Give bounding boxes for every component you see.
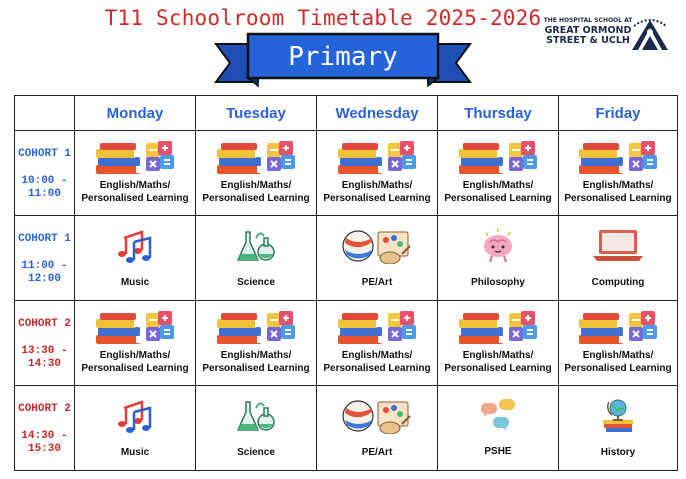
lesson-cell-thursday	[438, 301, 559, 386]
subject-label-line-2: Personalised Learning	[564, 363, 672, 374]
timetable-row	[15, 386, 678, 471]
subject-label: PE/Art	[361, 276, 393, 288]
speech-bubbles-icon	[479, 399, 517, 433]
subject-label: English/Maths/	[582, 180, 654, 191]
lesson-cell-monday	[75, 216, 196, 301]
day-header-monday: Monday	[75, 96, 196, 131]
subject-label: English/Maths/	[341, 350, 413, 361]
subject-label-line-2: Personalised Learning	[202, 193, 310, 204]
books-maths-icon	[215, 311, 297, 347]
subject-label: PSHE	[484, 445, 512, 457]
subject-label-line-2: Personalised Learning	[444, 363, 552, 374]
timetable-row	[15, 301, 678, 386]
day-header-tuesday: Tuesday	[196, 96, 317, 131]
cohort-cell	[15, 386, 75, 471]
lesson-cell-thursday	[438, 386, 559, 471]
books-maths-icon	[577, 311, 659, 347]
cohort-label: COHORT 1	[18, 232, 71, 245]
day-header-thursday: Thursday	[438, 96, 559, 131]
cohort-cell	[15, 216, 75, 301]
lesson-cell-thursday	[438, 216, 559, 301]
subject-label-line-2: Personalised Learning	[81, 193, 189, 204]
books-maths-icon	[94, 311, 176, 347]
subject-label: History	[600, 446, 636, 458]
subject-label-line-2: Personalised Learning	[444, 193, 552, 204]
ball-palette-icon	[342, 398, 412, 434]
session-time: 13:30 - 14:30	[21, 344, 68, 370]
subject-label: Music	[120, 276, 150, 288]
subject-label: English/Maths/	[341, 180, 413, 191]
school-logo	[542, 14, 672, 62]
lesson-cell-wednesday	[317, 386, 438, 471]
cohort-cell	[15, 301, 75, 386]
lesson-cell-friday	[559, 301, 678, 386]
subject-label: Music	[120, 446, 150, 458]
cohort-label: COHORT 2	[18, 402, 71, 415]
laptop-icon	[593, 228, 643, 264]
lesson-cell-tuesday	[196, 386, 317, 471]
books-maths-icon	[215, 141, 297, 177]
banner-label: Primary	[288, 42, 398, 72]
lesson-cell-tuesday	[196, 216, 317, 301]
ball-palette-icon	[342, 228, 412, 264]
science-flask-icon	[236, 398, 276, 434]
lesson-cell-friday	[559, 386, 678, 471]
logo-line-1: THE HOSPITAL SCHOOL AT	[543, 17, 633, 24]
subject-label-line-2: Personalised Learning	[323, 193, 431, 204]
lesson-cell-monday	[75, 301, 196, 386]
books-maths-icon	[457, 141, 539, 177]
subject-label: Science	[237, 276, 275, 288]
lesson-cell-tuesday	[196, 131, 317, 216]
corner-cell	[15, 96, 75, 131]
music-notes-icon	[116, 398, 154, 434]
subject-label-line-2: Personalised Learning	[81, 363, 189, 374]
subject-label: Philosophy	[471, 276, 525, 288]
lesson-cell-wednesday	[317, 131, 438, 216]
subject-label: Computing	[591, 276, 645, 288]
day-header-wednesday: Wednesday	[317, 96, 438, 131]
hospital-logo-icon	[630, 14, 670, 54]
subject-label: English/Maths/	[220, 350, 292, 361]
session-time: 10:00 - 11:00	[21, 174, 68, 200]
cohort-cell	[15, 131, 75, 216]
day-header-friday: Friday	[559, 96, 678, 131]
lesson-cell-thursday	[438, 131, 559, 216]
lesson-cell-friday	[559, 216, 678, 301]
subject-label: English/Maths/	[99, 350, 171, 361]
music-notes-icon	[116, 228, 154, 264]
lesson-cell-monday	[75, 386, 196, 471]
logo-line-2: GREAT ORMOND	[544, 25, 632, 36]
timetable-row	[15, 216, 678, 301]
subject-label: English/Maths/	[462, 180, 534, 191]
subject-label-line-2: Personalised Learning	[323, 363, 431, 374]
lesson-cell-wednesday	[317, 301, 438, 386]
timetable-row	[15, 131, 678, 216]
lesson-cell-friday	[559, 131, 678, 216]
subject-label: English/Maths/	[99, 180, 171, 191]
cohort-label: COHORT 2	[18, 317, 71, 330]
subject-label: English/Maths/	[582, 350, 654, 361]
science-flask-icon	[236, 228, 276, 264]
books-maths-icon	[336, 141, 418, 177]
logo-line-3: STREET & UCLH	[546, 35, 630, 46]
session-time: 14:30 - 15:30	[21, 429, 68, 455]
subject-label-line-2: Personalised Learning	[564, 193, 672, 204]
subject-label: PE/Art	[361, 446, 393, 458]
page-title: T11 Schoolroom Timetable 2025-2026	[104, 6, 542, 30]
subject-label-line-2: Personalised Learning	[202, 363, 310, 374]
subject-label: Science	[237, 446, 275, 458]
brain-icon	[480, 228, 516, 264]
lesson-cell-tuesday	[196, 301, 317, 386]
lesson-cell-monday	[75, 131, 196, 216]
subject-label: English/Maths/	[462, 350, 534, 361]
books-maths-icon	[94, 141, 176, 177]
subject-label: English/Maths/	[220, 180, 292, 191]
globe-books-icon	[600, 398, 636, 434]
session-time: 11:00 - 12:00	[21, 259, 68, 285]
lesson-cell-wednesday	[317, 216, 438, 301]
books-maths-icon	[336, 311, 418, 347]
books-maths-icon	[577, 141, 659, 177]
timetable	[14, 95, 678, 471]
books-maths-icon	[457, 311, 539, 347]
cohort-label: COHORT 1	[18, 147, 71, 160]
